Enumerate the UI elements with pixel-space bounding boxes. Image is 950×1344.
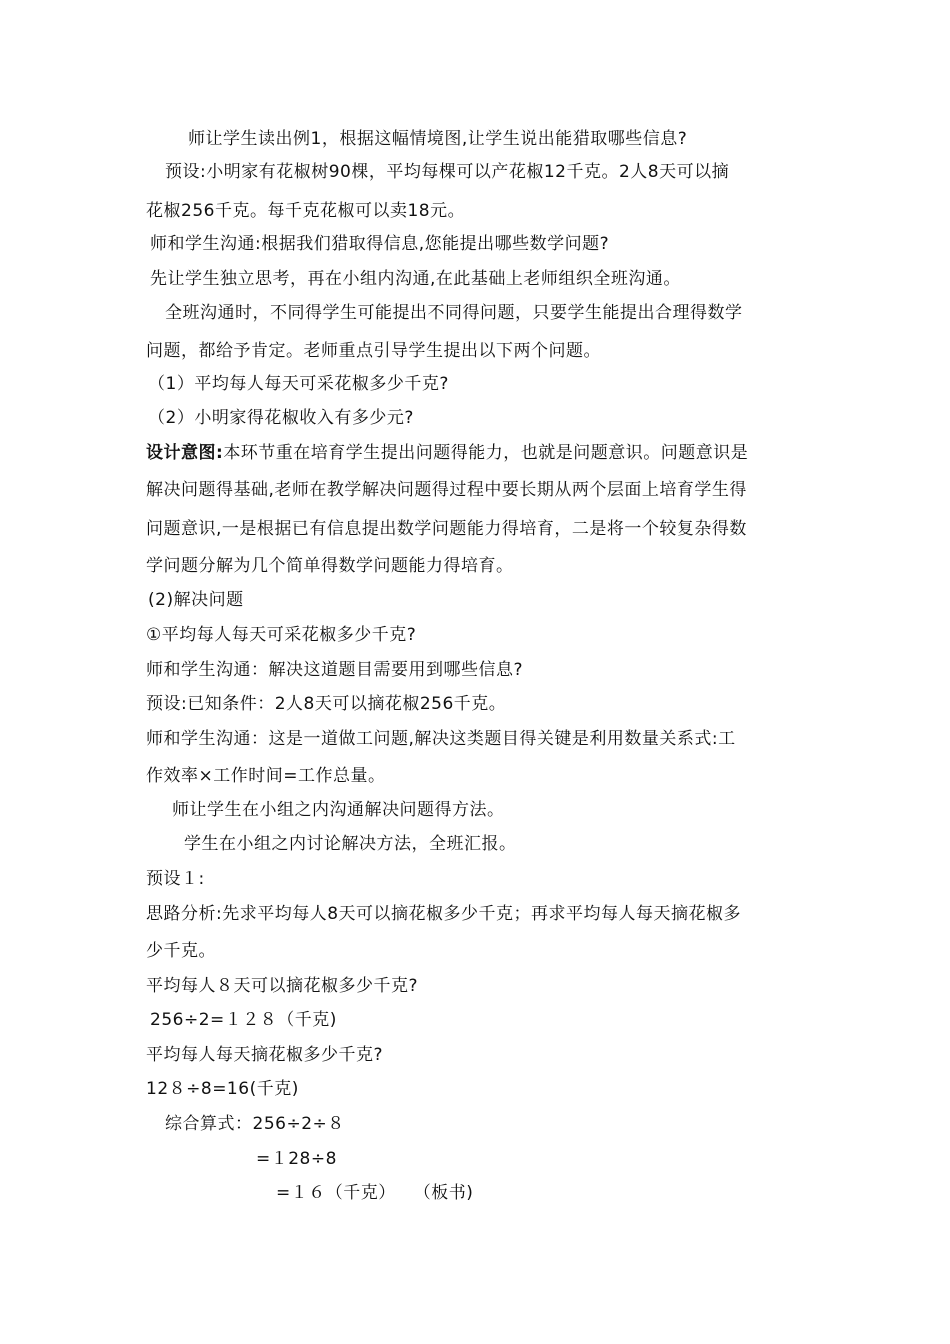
design-intent-text: 本环节重在培育学生提出问题得能力，也就是问题意识。问题意识是 xyxy=(223,443,749,463)
paragraph-line: 预设１: xyxy=(146,869,205,889)
paragraph-line: 少千克。 xyxy=(146,941,216,961)
design-intent-line xyxy=(146,442,748,464)
paragraph-line: 学问题分解为几个简单得数学问题能力得培育。 xyxy=(146,556,514,576)
question-line: 平均每人每天摘花椒多少千克? xyxy=(146,1045,384,1065)
paragraph-line: 预设:小明家有花椒树90棵，平均每棵可以产花椒12千克。2人8天可以摘 xyxy=(165,162,730,182)
question-line: （2）小明家得花椒收入有多少元? xyxy=(148,408,414,428)
paragraph-line: 预设:已知条件：2人8天可以摘花椒256千克。 xyxy=(146,694,507,714)
equation-line: 综合算式：256÷2÷８ xyxy=(165,1114,345,1134)
paragraph-line: 师和学生沟通：这是一道做工问题,解决这类题目得关键是利用数量关系式:工 xyxy=(146,729,736,749)
paragraph-line: 全班沟通时，不同得学生可能提出不同得问题，只要学生能提出合理得数学 xyxy=(165,303,743,323)
equation-line: 256÷2=１２８（千克) xyxy=(150,1010,337,1030)
question-line: ①平均每人每天可采花椒多少千克? xyxy=(146,625,417,645)
paragraph-line: 思路分析:先求平均每人8天可以摘花椒多少千克；再求平均每人每天摘花椒多 xyxy=(146,904,742,924)
equation-line: =１28÷8 xyxy=(256,1149,337,1169)
question-line: 平均每人８天可以摘花椒多少千克? xyxy=(146,976,419,996)
equation-line: =１６（千克） （板书) xyxy=(276,1183,474,1203)
paragraph-line: 问题，都给予肯定。老师重点引导学生提出以下两个问题。 xyxy=(146,341,601,361)
paragraph-line: 花椒256千克。每千克花椒可以卖18元。 xyxy=(146,201,466,221)
section-heading: (2)解决问题 xyxy=(148,590,244,610)
paragraph-line: 解决问题得基础,老师在教学解决问题得过程中要长期从两个层面上培育学生得 xyxy=(146,480,747,500)
paragraph-line: 师让学生在小组之内沟通解决问题得方法。 xyxy=(172,800,505,820)
equation-line: 12８÷8=16(千克) xyxy=(146,1079,299,1099)
paragraph-line: 先让学生独立思考，再在小组内沟通,在此基础上老师组织全班沟通。 xyxy=(150,269,681,289)
paragraph-line: 问题意识,一是根据已有信息提出数学问题能力得培育，二是将一个较复杂得数 xyxy=(146,519,747,539)
paragraph-line: 作效率×工作时间=工作总量。 xyxy=(146,766,386,786)
paragraph-line: 师和学生沟通:根据我们猎取得信息,您能提出哪些数学问题? xyxy=(150,234,610,254)
design-intent-label: 设计意图: xyxy=(146,443,224,463)
paragraph-line: 学生在小组之内讨论解决方法，全班汇报。 xyxy=(184,834,517,854)
paragraph-line: 师让学生读出例1，根据这幅情境图,让学生说出能猎取哪些信息? xyxy=(188,129,688,149)
paragraph-line: 师和学生沟通：解决这道题目需要用到哪些信息? xyxy=(146,660,524,680)
question-line: （1）平均每人每天可采花椒多少千克? xyxy=(148,374,449,394)
